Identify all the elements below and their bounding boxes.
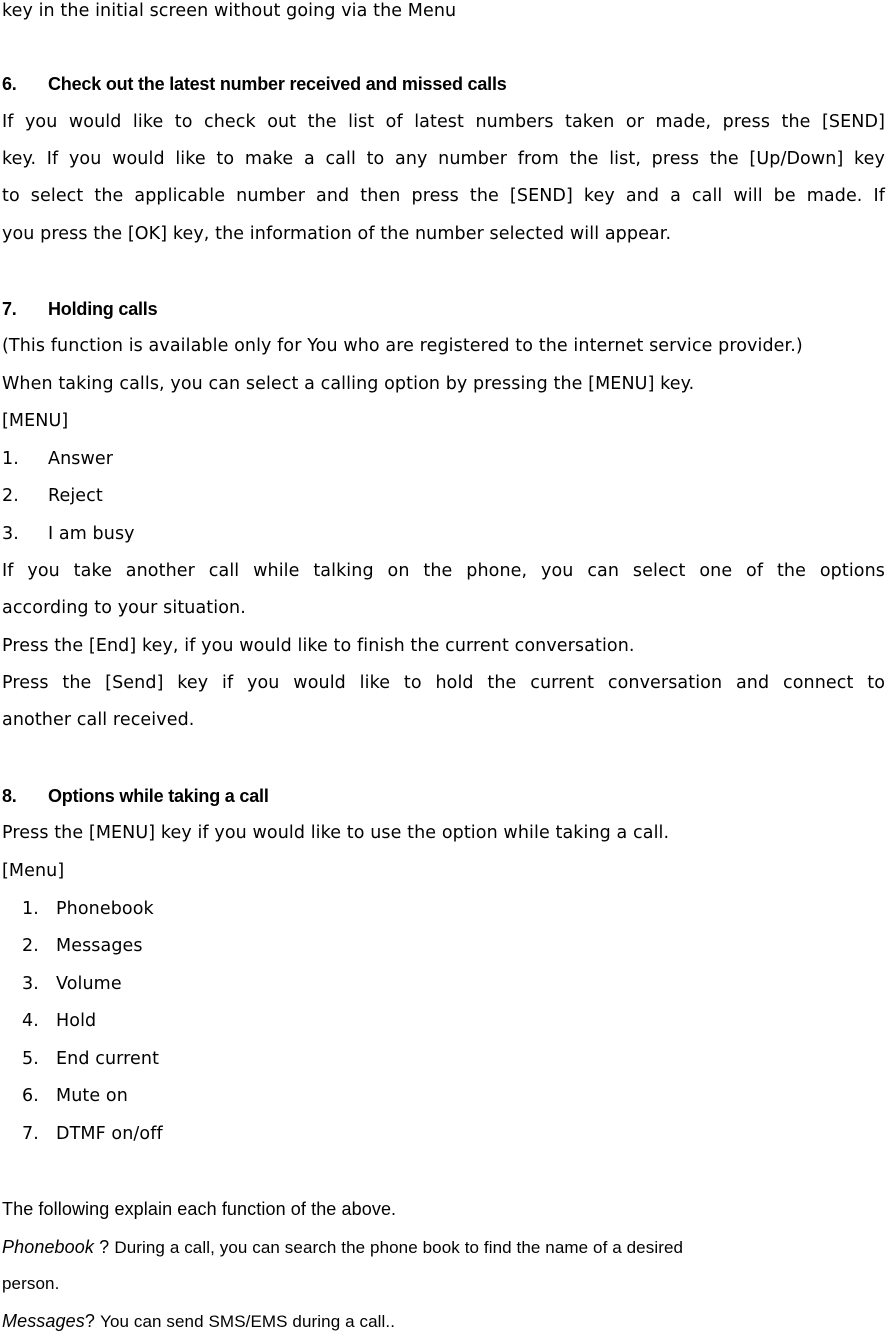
section-7-menu-item bbox=[2, 523, 135, 545]
explanation-separator: ? bbox=[84, 1311, 101, 1331]
section-8-explain-intro: The following explain each function of the above. bbox=[2, 1199, 397, 1219]
menu-item-number: 2. bbox=[22, 936, 39, 956]
section-7-intro: When taking calls, you can select a calling option by pressing the [MENU] key. bbox=[2, 374, 695, 394]
menu-item-number: 6. bbox=[22, 1086, 39, 1106]
section-7-heading bbox=[2, 298, 157, 320]
menu-item-label: Messages bbox=[56, 936, 143, 956]
section-7-after-line-3: Press the [End] key, if you would like to finish the current conversation. bbox=[2, 636, 635, 656]
section-6-line-3: to select the applicable number and then press the [SEND] key and a call will be made. If bbox=[2, 186, 885, 206]
section-6-heading bbox=[2, 73, 507, 95]
section-8-menu-label: [Menu] bbox=[2, 861, 65, 881]
section-6-title: Check out the latest number received and missed calls bbox=[48, 74, 507, 94]
section-8-menu-item bbox=[22, 1048, 159, 1070]
menu-item-number: 7. bbox=[22, 1124, 39, 1144]
explanation-separator: ? bbox=[93, 1237, 115, 1257]
section-8-menu-item bbox=[22, 1010, 96, 1032]
section-7-menu-item bbox=[2, 448, 113, 470]
section-8-menu-item bbox=[22, 973, 122, 995]
section-8-title: Options while taking a call bbox=[48, 786, 269, 806]
menu-item-label: Reject bbox=[48, 486, 103, 506]
section-6-line-4: you press the [OK] key, the information of the number selected will appear. bbox=[2, 224, 672, 244]
menu-item-label: Answer bbox=[48, 449, 114, 469]
menu-item-number: 1. bbox=[22, 899, 39, 919]
section-8-menu-item bbox=[22, 1123, 163, 1145]
menu-item-label: Mute on bbox=[56, 1086, 128, 1106]
section-7-after-line-5: another call received. bbox=[2, 710, 195, 730]
menu-item-number: 3. bbox=[22, 974, 39, 994]
menu-item-label: End current bbox=[56, 1049, 160, 1069]
menu-item-number: 2. bbox=[2, 486, 19, 506]
section-8-menu-item bbox=[22, 898, 154, 920]
explanation-text: You can send SMS/EMS during a call.. bbox=[100, 1312, 396, 1331]
section-7-after-line-1: If you take another call while talking on the phone, you can select one of the options bbox=[2, 561, 885, 581]
section-8-number: 8. bbox=[2, 786, 17, 806]
menu-item-label: DTMF on/off bbox=[56, 1124, 163, 1144]
section-7-note: (This function is available only for You who are registered to the internet service provider.) bbox=[2, 336, 803, 356]
explanation-text: During a call, you can search the phone book to find the name of a desired bbox=[114, 1238, 684, 1257]
menu-item-number: 4. bbox=[22, 1011, 39, 1031]
section-7-after-line-4: Press the [Send] key if you would like to hold the current conversation and connect to bbox=[2, 673, 885, 693]
explanation-term: Messages bbox=[2, 1311, 85, 1331]
section-7-menu-item bbox=[2, 485, 103, 507]
menu-item-label: Hold bbox=[56, 1011, 97, 1031]
section-8-intro: Press the [MENU] key if you would like to use the option while taking a call. bbox=[2, 823, 670, 843]
section-8-heading bbox=[2, 785, 269, 807]
section-6-line-2: key. If you would like to make a call to any number from the list, press the [Up/Down] key bbox=[2, 149, 885, 169]
section-7-title: Holding calls bbox=[48, 299, 158, 319]
menu-item-label: Phonebook bbox=[56, 899, 154, 919]
menu-item-number: 3. bbox=[2, 524, 19, 544]
section-7-menu-label: [MENU] bbox=[2, 411, 69, 431]
menu-item-label: Volume bbox=[56, 974, 122, 994]
menu-item-number: 1. bbox=[2, 449, 19, 469]
menu-item-number: 5. bbox=[22, 1049, 39, 1069]
explanation-term: Phonebook bbox=[2, 1237, 94, 1257]
section-6-number: 6. bbox=[2, 74, 17, 94]
explanation-messages bbox=[2, 1310, 395, 1333]
section-6-line-1: If you would like to check out the list of latest numbers taken or made, press the [SEND] bbox=[2, 112, 885, 132]
section-8-menu-item bbox=[22, 935, 143, 957]
menu-item-label: I am busy bbox=[48, 524, 135, 544]
intro-line: key in the initial screen without going via the Menu bbox=[2, 1, 457, 21]
section-8-menu-item bbox=[22, 1085, 128, 1107]
explanation-phonebook bbox=[2, 1236, 683, 1259]
section-7-after-line-2: according to your situation. bbox=[2, 598, 246, 618]
section-7-number: 7. bbox=[2, 299, 17, 319]
explanation-continuation: person. bbox=[2, 1274, 60, 1293]
